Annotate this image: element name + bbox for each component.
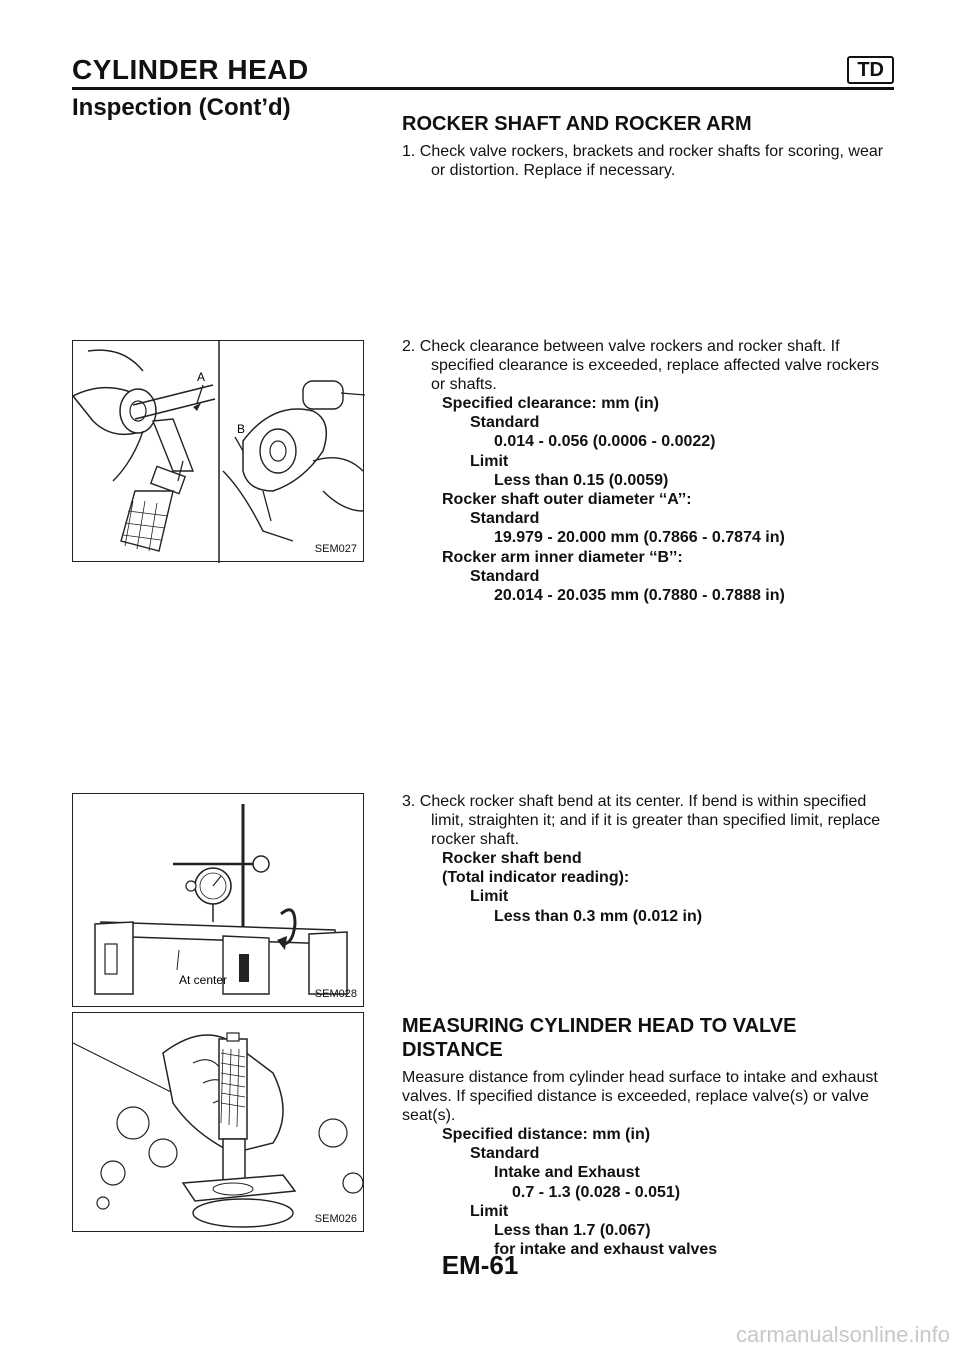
valve-distance-illustration xyxy=(73,1013,365,1233)
spec-line: 0.7 - 1.3 (0.028 - 0.051) xyxy=(512,1183,681,1201)
spec-line: for intake and exhaust valves xyxy=(494,1241,718,1259)
valve-distance-section xyxy=(402,1014,894,1259)
valve-distance-text: Measure distance from cylinder head surface to intake and exhaust valves. If specified distance is exceeded, replace valve(s) or valve seat(s). xyxy=(402,1069,878,1124)
figure-shaft-bend xyxy=(72,793,364,1007)
spec-line: 19.979 - 20.000 mm (0.7866 - 0.7874 in) xyxy=(494,529,785,547)
spec-line: Limit xyxy=(470,888,509,906)
spec-line: Specified distance: mm (in) xyxy=(442,1126,651,1143)
label-at-center: At center xyxy=(179,973,228,987)
label-b: B xyxy=(237,422,246,436)
spec-line: 20.014 - 20.035 mm (0.7880 - 0.7888 in) xyxy=(494,587,785,605)
rocker-section-intro xyxy=(402,112,894,180)
spec-line: Standard xyxy=(470,510,540,528)
spec-line: Standard xyxy=(470,1145,540,1163)
spec-line: Rocker arm inner diameter ‘‘B’’: xyxy=(442,548,683,566)
clearance-specs xyxy=(402,394,894,605)
label-a: A xyxy=(197,370,206,384)
step-2-block xyxy=(402,337,894,605)
spec-line: Intake and Exhaust xyxy=(494,1164,640,1182)
shaft-bend-illustration xyxy=(73,794,365,1008)
spec-line: Standard xyxy=(470,414,540,432)
step-2-text: 2. Check clearance between valve rockers and rocker shaft. If specified clearance is exceeded, replace affected valve rockers or shafts. xyxy=(402,338,879,393)
spec-line: Rocker shaft outer diameter ‘‘A’’: xyxy=(442,491,692,509)
figure-valve-distance xyxy=(72,1012,364,1232)
page-subtitle: Inspection (Cont’d) xyxy=(72,94,291,121)
spec-line: Less than 0.3 mm (0.012 in) xyxy=(494,907,703,925)
step-3-block xyxy=(402,792,894,926)
step-1-text: 1. Check valve rockers, brackets and rocker shafts for scoring, wear or distortion. Replace if necessary. xyxy=(402,143,884,179)
spec-line: Specified clearance: mm (in) xyxy=(442,395,659,412)
figure-code-sem026: SEM026 xyxy=(314,1213,357,1225)
figure-code-sem028: SEM028 xyxy=(314,988,357,1000)
step-3-text: 3. Check rocker shaft bend at its center. If bend is within specified limit, straighten it; and if it is greater than specified limit, replace rocker shaft. xyxy=(402,793,881,848)
engine-badge: TD xyxy=(847,56,894,84)
spec-line: Less than 0.15 (0.0059) xyxy=(494,471,669,489)
spec-line: Standard xyxy=(470,567,540,585)
spec-line: Limit xyxy=(470,1202,509,1220)
bend-specs xyxy=(402,849,894,926)
rocker-measure-illustration xyxy=(73,341,365,563)
spec-line: (Total indicator reading): xyxy=(442,869,630,887)
page-title: CYLINDER HEAD xyxy=(72,54,309,85)
spec-line: Limit xyxy=(470,452,509,470)
watermark: carmanualsonline.info xyxy=(735,1322,950,1347)
spec-line: 0.014 - 0.056 (0.0006 - 0.0022) xyxy=(494,433,716,451)
spec-line: Rocker shaft bend xyxy=(442,850,582,867)
figure-code-sem027: SEM027 xyxy=(314,543,357,555)
valve-distance-heading: MEASURING CYLINDER HEAD TO VALVE DISTANCE xyxy=(402,1015,797,1061)
spec-line: Less than 1.7 (0.067) xyxy=(494,1222,651,1240)
rocker-section-heading: ROCKER SHAFT AND ROCKER ARM xyxy=(402,113,752,135)
valve-distance-specs xyxy=(402,1125,894,1259)
page-number: EM-61 xyxy=(441,1250,519,1280)
figure-rocker-measure xyxy=(72,340,364,562)
